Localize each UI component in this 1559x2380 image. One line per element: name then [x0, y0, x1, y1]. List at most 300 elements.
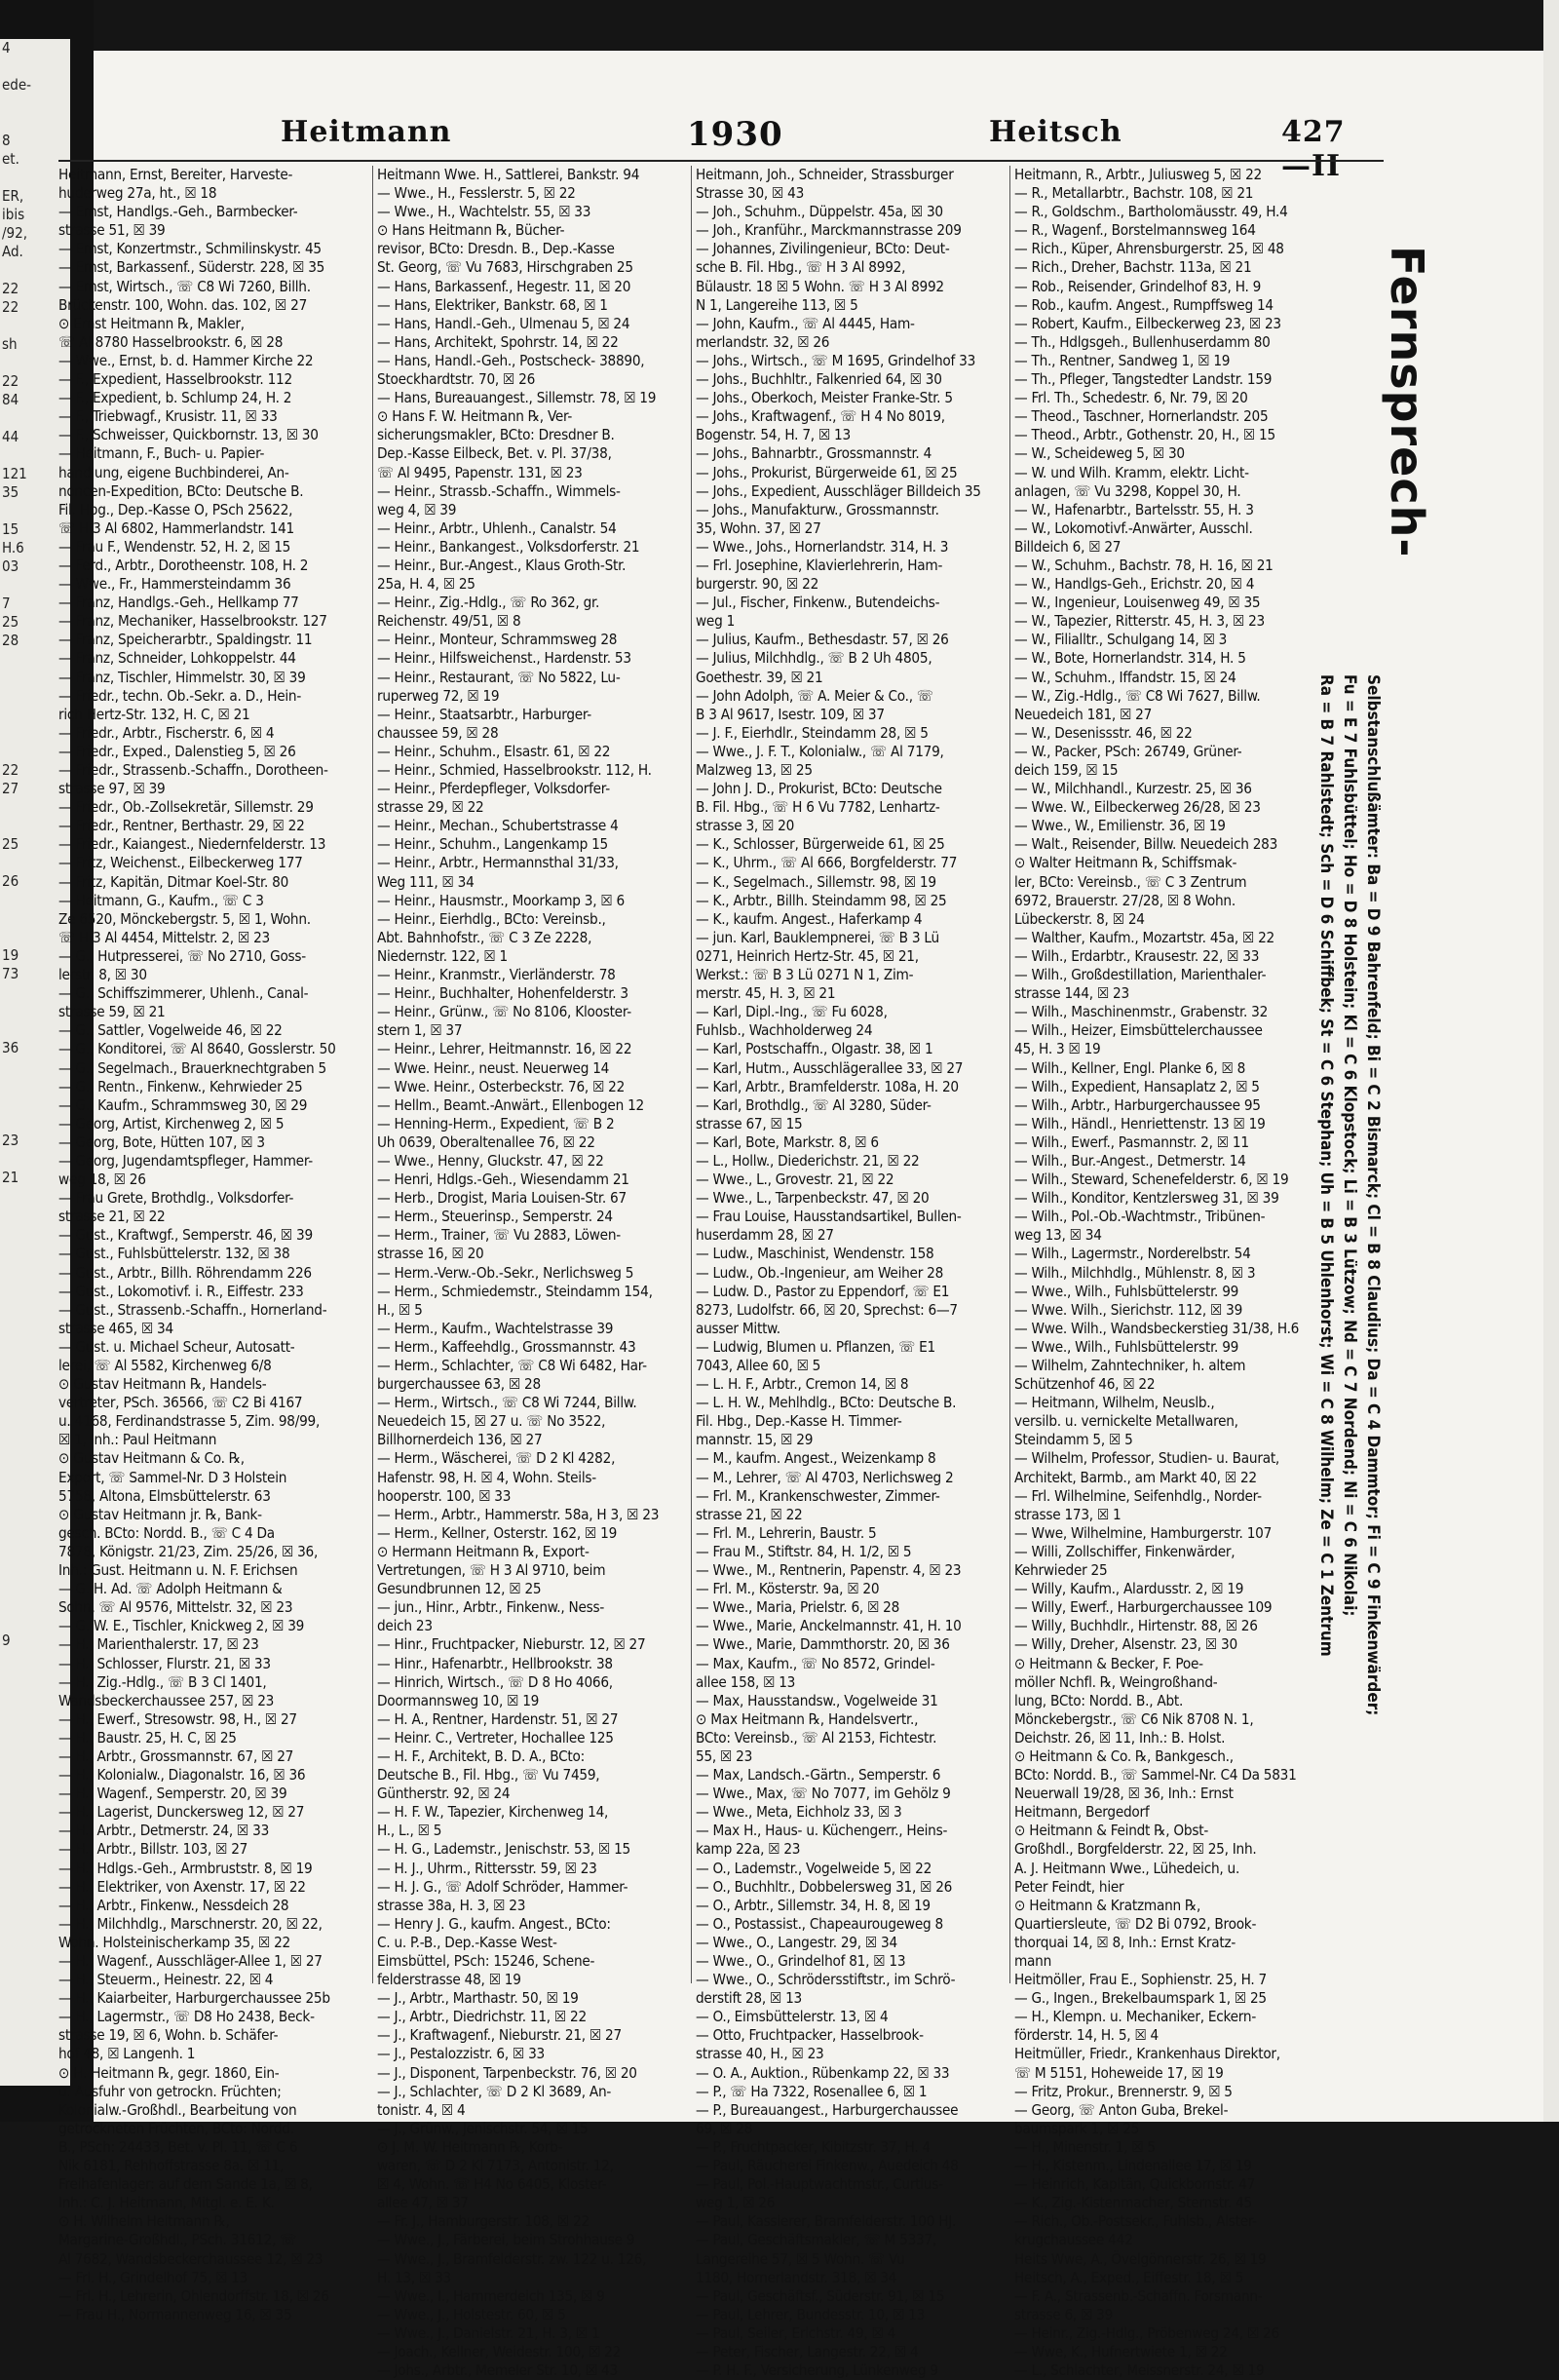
directory-entry: — Willy, Ewerf., Harburgerchaussee 109 — [1014, 1598, 1273, 1617]
directory-entry: — Willy, Kaufm., Alardusstr. 2, ☒ 19 — [1014, 1580, 1244, 1598]
directory-entry: — Wwe., J., Bramfelderstr. zw. 122 u. 126, — [377, 2249, 647, 2268]
directory-entry: möller Nchfl. ℞, Weingroßhand- — [1014, 1672, 1218, 1691]
directory-entry: — Herm., Wirtsch., ☏ C8 Wi 7244, Billw. — [377, 1394, 637, 1412]
directory-entry: — W., Packer, PSch: 26749, Grüner- — [1014, 742, 1242, 760]
previous-page-fragment: ER, — [2, 187, 24, 205]
directory-entry: — Karl, Arbtr., Bramfelderstr. 108a, H. 20 — [696, 1077, 959, 1095]
directory-entry: — Ernst, Handlgs.-Geh., Barmbecker- — [58, 203, 298, 221]
directory-entry: — Hinr., Hafenarbtr., Hellbrookstr. 38 — [377, 1654, 613, 1672]
directory-entry: sche B. Fil. Hbg., ☏ H 3 Al 8992, — [696, 258, 906, 277]
directory-entry: chaussee 59, ☒ 28 — [377, 723, 499, 742]
directory-entry: — L., Hollw., Diederichstr. 21, ☒ 22 — [696, 1151, 920, 1170]
directory-entry: — Friedr., techn. Ob.-Sekr. a. D., Hein- — [58, 686, 302, 705]
directory-entry: weg 1 — [696, 612, 736, 631]
directory-entry: — M., Lehrer, ☏ Al 4703, Nerlichsweg 2 — [696, 1468, 954, 1486]
directory-entry: ruperweg 72, ☒ 19 — [377, 686, 500, 705]
directory-entry: — Herm., Kellner, Osterstr. 162, ☒ 19 — [377, 1523, 618, 1542]
directory-entry: Heitsch, A., Exped., Eiffestr. 18, ☒ 5 — [1014, 2268, 1244, 2286]
directory-entry: — Wilhelm, Zahntechniker, h. altem — [1014, 1357, 1246, 1374]
directory-entry: — O., Arbtr., Sillemstr. 34, H. 8, ☒ 19 — [696, 1896, 931, 1914]
directory-entry: — Rich., Ob.-Postsekr., Fuhlsb., Alster- — [1014, 2212, 1257, 2231]
previous-page-fragment — [0, 58, 70, 76]
directory-entry: Wohn. Holsteinischerkamp 35, ☒ 22 — [58, 1933, 290, 1951]
directory-entry: strasse 173, ☒ 1 — [1014, 1505, 1122, 1523]
directory-entry: strasse 40, H., ☒ 23 — [696, 2045, 824, 2063]
directory-entry: Großhdl., Borgfelderstr. 22, ☒ 25, Inh. — [1014, 1840, 1257, 1859]
directory-entry: Strasse 30, ☒ 43 — [696, 184, 805, 203]
directory-entry: — Karl, Dipl.-Ing., ☏ Fu 6028, — [696, 1003, 888, 1021]
directory-entry: — H., Arbtr., Finkenw., Nessdeich 28 — [58, 1896, 289, 1914]
directory-entry: — Ferd., Arbtr., Dorotheenstr. 108, H. 2 — [58, 556, 309, 574]
directory-entry: Freihafenlager: auf dem Sande 1a, ☒ 8, — [58, 2175, 313, 2194]
directory-entry: — L. H. F., Arbtr., Cremon 14, ☒ 8 — [696, 1375, 909, 1394]
previous-page-fragment: 15 — [2, 520, 19, 538]
directory-entry: — Wwe., L., Tarpenbeckstr. 47, ☒ 20 — [696, 1189, 930, 1208]
directory-entry: — H., Klempn. u. Mechaniker, Eckern- — [1014, 2008, 1256, 2026]
directory-entry: — Frau H., Normannenweg 16, ☒ 35 — [58, 2305, 292, 2323]
directory-entry: — Hans, Handl.-Geh., Ulmenau 5, ☒ 24 — [377, 314, 630, 332]
directory-entry: — Ludwig, Blumen u. Pflanzen, ☏ E1 — [696, 1337, 935, 1356]
previous-page-fragment: 22 — [2, 298, 19, 316]
directory-entry: — H. G., Lademstr., Jenischstr. 53, ☒ 15 — [377, 1840, 630, 1859]
directory-entry: 69, ☒ 28 — [696, 2119, 753, 2137]
directory-entry: — R., Goldschm., Bartholomäusstr. 49, H.4 — [1014, 203, 1288, 221]
directory-entry: Dep.-Kasse Eilbeck, Bet. v. Pl. 37/38, — [377, 444, 612, 463]
directory-entry: B 3 Al 9617, Isestr. 109, ☒ 37 — [696, 705, 885, 723]
directory-entry: — Wwe., J., Danielstr. 21, H. 3, ☒ 1 — [377, 2323, 600, 2342]
directory-entry: — F., Schweisser, Quickbornstr. 13, ☒ 30 — [58, 426, 319, 444]
directory-entry: Mönckebergstr., ☏ C6 Nik 8708 N. 1, — [1014, 1709, 1254, 1728]
directory-entry: — Johs., Buchhltr., Falkenried 64, ☒ 30 — [696, 370, 942, 389]
directory-entry: Margarine-Großhdl., PSch. 31612, ☏ — [58, 2231, 296, 2249]
directory-entry: strasse 144, ☒ 23 — [1014, 984, 1129, 1003]
directory-entry: huserdamm 28, ☒ 27 — [696, 1226, 834, 1245]
directory-entry: — Wwe., Fr., Hammersteindamm 36 — [58, 575, 291, 594]
directory-entry: — Wwe., O., Langestr. 29, ☒ 34 — [696, 1933, 897, 1951]
side-legend-line: Fu = E 7 Fuhlsbüttel; Ho = D 8 Holstein; Kl = C 6 Klopstock; Li = B 3 Lützow; Nd = C 7 Nordend; Ni = C 6 Nikolai; — [1340, 674, 1359, 1617]
directory-entry: — Jul., Fischer, Finkenw., Butendeichs- — [696, 594, 940, 612]
directory-entry: — Heinr., Arbtr., Hermannsthal 31/33, — [377, 854, 619, 872]
directory-entry: Fil. Hbg., Dep.-Kasse H. Timmer- — [696, 1412, 902, 1431]
directory-entry: — J., Disponent, Tarpenbeckstr. 76, ☒ 20 — [377, 2063, 637, 2082]
directory-entry: ⊙ Heitmann & Co. ℞, Bankgesch., — [1014, 1747, 1234, 1765]
directory-entry: — H. F. W., Tapezier, Kirchenweg 14, — [377, 1803, 609, 1822]
directory-entry: — Frl. M., Kösterstr. 9a, ☒ 20 — [696, 1580, 880, 1598]
directory-entry: — Ludw., Ob.-Ingenieur, am Weiher 28 — [696, 1263, 944, 1282]
directory-entry: weg 4, ☒ 39 — [377, 500, 457, 518]
directory-entry: strasse 21, ☒ 22 — [696, 1505, 803, 1523]
directory-entry: — W., Schuhm., Iffandstr. 15, ☒ 24 — [1014, 668, 1236, 686]
directory-entry: — H., Lagermstr., ☏ D8 Ho 2438, Beck- — [58, 2008, 315, 2026]
directory-entry: — W., Milchhandl., Kurzestr. 25, ☒ 36 — [1014, 780, 1252, 798]
directory-entry: — H. J. G., ☏ Adolf Schröder, Hammer- — [377, 1877, 628, 1896]
directory-entry: Bülaustr. 18 ☒ 5 Wohn. ☏ H 3 Al 8992 — [696, 277, 944, 295]
previous-page-fragment: 84 — [2, 391, 19, 408]
directory-entry: — Heinr., Zig.-Hdlg., ☏ Ro 362, gr. — [377, 594, 600, 612]
directory-entry: 5758, Altona, Elmsbüttelerstr. 63 — [58, 1486, 271, 1505]
previous-page-fragment: 22 — [2, 372, 19, 390]
directory-entry: — Paul, Kassierer, Bramfelderstr. 100 HJ. — [696, 2212, 957, 2231]
directory-entry: thorquai 14, ☒ 8, Inh.: Ernst Kratz- — [1014, 1933, 1236, 1951]
previous-page-fragment: 25 — [2, 835, 19, 853]
directory-entry: lerstr. 8, ☒ 30 — [58, 966, 147, 984]
directory-entry: Nik 6181, Rehhoffstrasse 8a. ☒ 11, — [58, 2157, 285, 2175]
directory-entry: — Wilh., Maschinenmstr., Grabenstr. 32 — [1014, 1003, 1269, 1021]
directory-entry: ☏ H 3 Al 6802, Hammerlandstr. 141 — [58, 518, 294, 537]
directory-entry: — Gust., Strassenb.-Schaffn., Hornerland- — [58, 1300, 327, 1319]
directory-entry: — Wwe., Maria, Prielstr. 6, ☒ 28 — [696, 1598, 900, 1617]
directory-entry: strasse 51, ☒ 39 — [58, 221, 166, 240]
directory-entry: u. Ausfuhr von getrockn. Früchten; — [58, 2082, 282, 2100]
directory-entry: Peter Feindt, hier — [1014, 1877, 1124, 1896]
directory-entry: — Gust., Arbtr., Billh. Röhrendamm 226 — [58, 1263, 312, 1282]
directory-entry: 45, H. 3 ☒ 19 — [1014, 1040, 1101, 1058]
directory-entry: huderweg 27a, ht., ☒ 18 — [58, 184, 217, 203]
directory-entry: — Georg, Jugendamtspfleger, Hammer- — [58, 1151, 313, 1170]
directory-entry: — Willi, Zollschiffer, Finkenwärder, — [1014, 1542, 1236, 1560]
directory-entry: — H., Steuerm., Heinestr. 22, ☒ 4 — [58, 1971, 274, 1989]
previous-page-fragment: 22 — [2, 761, 19, 779]
directory-entry: — F., Expedient, Hasselbrookstr. 112 — [58, 370, 292, 389]
directory-entry: Schützenhof 46, ☒ 22 — [1014, 1375, 1156, 1394]
directory-entry: — J., Arbtr., Diedrichstr. 11, ☒ 22 — [377, 2008, 587, 2026]
directory-entry: — Otto, Fruchtpacker, Hasselbrook- — [696, 2026, 924, 2045]
directory-entry: — Ludw. D., Pastor zu Eppendorf, ☏ E1 — [696, 1282, 950, 1300]
directory-entry: — Wwe., J., Holstestr. 60, ☒ 5 — [377, 2305, 566, 2323]
previous-page-fragment: 36 — [2, 1039, 19, 1056]
directory-entry: lung, BCto: Nordd. B., Abt. — [1014, 1691, 1184, 1709]
directory-entry: — J., Grünw., Jenischstr. 54, ☒ 15 — [377, 2119, 589, 2137]
directory-entry: — Fritz, Kapitän, Ditmar Koel-Str. 80 — [58, 872, 289, 891]
directory-entry: — Wwe., Marie, Dammthorstr. 20, ☒ 36 — [696, 1635, 950, 1654]
directory-entry: — W., Hafenarbtr., Bartelsstr. 55, H. 3 — [1014, 500, 1254, 518]
directory-entry: — Max, Kaufm., ☏ No 8572, Grindel- — [696, 1654, 935, 1672]
directory-entry: — H., Schlosser, Flurstr. 21, ☒ 33 — [58, 1654, 271, 1672]
directory-entry: — H., Kolonialw., Diagonalstr. 16, ☒ 36 — [58, 1766, 306, 1785]
directory-entry: — Ernst, Barkassenf., Süderstr. 228, ☒ 35 — [58, 258, 325, 277]
directory-entry: hof 48, ☒ Langenh. 1 — [58, 2045, 196, 2063]
previous-page-fragment: 21 — [2, 1169, 19, 1186]
header-right-name: Heitsch — [989, 115, 1122, 149]
previous-page-fragment: 9 — [2, 1631, 11, 1649]
directory-entry: — Max, Hausstandsw., Vogelweide 31 — [696, 1691, 938, 1709]
directory-entry: — Frl. Josephine, Klavierlehrerin, Ham- — [696, 556, 943, 574]
directory-entry: — Heinr., Strassb.-Schaffn., Wimmels- — [377, 481, 621, 500]
directory-entry: strasse 97, ☒ 39 — [58, 780, 166, 798]
column-1 — [55, 166, 373, 2323]
directory-entry: — H., Arbtr., Detmerstr. 24, ☒ 33 — [58, 1822, 270, 1840]
directory-entry: — Robert, Kaufm., Eilbeckerweg 23, ☒ 23 — [1014, 314, 1281, 332]
directory-entry: Werkst.: ☏ B 3 Lü 0271 N 1, Zim- — [696, 966, 914, 984]
directory-entry: — Rob., kaufm. Angest., Rumpffsweg 14 — [1014, 295, 1274, 314]
directory-entry: handlung, eigene Buchbinderei, An- — [58, 463, 289, 481]
previous-page-fragment: sh — [2, 335, 18, 353]
directory-entry: Sohn, ☏ Al 9576, Mittelstr. 32, ☒ 23 — [58, 1598, 293, 1617]
directory-entry: — Max, Landsch.-Gärtn., Semperstr. 6 — [696, 1766, 941, 1785]
directory-entry: — Th., Rentner, Sandweg 1, ☒ 19 — [1014, 351, 1231, 369]
directory-entry: — Wwe., Ernst, b. d. Hammer Kirche 22 — [58, 351, 314, 369]
directory-entry: — Wwe., O., Schrödersstiftstr., im Schrö- — [696, 1971, 956, 1989]
directory-entry: — Henri, Hdlgs.-Geh., Wiesendamm 21 — [377, 1171, 629, 1189]
previous-page-fragment: 22 — [2, 280, 19, 297]
directory-entry: Quartiersleute, ☏ D2 Bi 0792, Brook- — [1014, 1914, 1257, 1933]
directory-entry: ☒ 1, Inh.: Paul Heitmann — [58, 1431, 217, 1449]
directory-entry: BCto: Nordd. B., ☏ Sammel-Nr. C4 Da 5831 — [1014, 1766, 1297, 1785]
directory-entry: ⊙ Hans F. W. Heitmann ℞, Ver- — [377, 407, 573, 426]
directory-entry: B., PSch: 24433, Bet. v. Pl. 11, ☏ C 6 — [58, 2137, 298, 2156]
directory-entry: — L. H. W., Mehlhdlg., BCto: Deutsche B. — [696, 1394, 957, 1412]
directory-entry: — H., Lagerist, Dunckersweg 12, ☒ 27 — [58, 1803, 305, 1822]
directory-entry: — Herm., Arbtr., Hammerstr. 58a, H 3, ☒ 23 — [377, 1505, 660, 1523]
directory-entry: — Wwe. Wilh., Wandsbeckerstieg 31/38, H.6 — [1014, 1319, 1300, 1337]
directory-entry: — G., Schiffszimmerer, Uhlenh., Canal- — [58, 984, 309, 1003]
previous-page-fragment: 8 — [2, 132, 11, 149]
directory-entry: — Wwe., J. F. T., Kolonialw., ☏ Al 7179, — [696, 742, 944, 760]
directory-entry: — Fritz, Weichenst., Eilbeckerweg 177 — [58, 854, 303, 872]
directory-entry: — Friedr., Kaiangest., Niedernfelderstr. 13 — [58, 835, 326, 854]
directory-entry: — Friedr., Ob.-Zollsekretär, Sillemstr. 29 — [58, 798, 314, 817]
directory-entry: tonistr. 4, ☒ 4 — [377, 2100, 466, 2119]
directory-entry: — John, Kaufm., ☏ Al 4445, Ham- — [696, 314, 915, 332]
directory-entry: — P., Bureauangest., Harburgerchaussee — [696, 2100, 959, 2119]
directory-entry: strasse 67, ☒ 15 — [696, 1114, 803, 1132]
directory-entry: — H., Minenstr. 1, ☒ 5 — [1014, 2137, 1156, 2156]
previous-page-fragment: ibis — [2, 206, 25, 223]
directory-entry: Langereihe 57, ☒ 5 Wohn. ☏ Vu — [696, 2249, 905, 2268]
directory-entry: — Heinr., Arbtr., Uhlenh., Canalstr. 54 — [377, 518, 617, 537]
directory-entry: — Johs., Manufakturw., Grossmannstr. — [696, 500, 939, 518]
directory-entry: — Herm., Steuerinsp., Semperstr. 24 — [377, 1208, 613, 1226]
directory-entry: — Friedr., Strassenb.-Schaffn., Dorotheen- — [58, 761, 328, 779]
directory-entry: — W., Desenissstr. 46, ☒ 22 — [1014, 723, 1193, 742]
directory-entry: — K., kaufm. Angest., Haferkamp 4 — [696, 909, 923, 928]
directory-entry: Neuedeich 181, ☒ 27 — [1014, 705, 1153, 723]
directory-entry: — Wwe., Wilh., Fuhlsbüttelerstr. 99 — [1014, 1337, 1239, 1356]
directory-entry: Wandsbeckerchaussee 257, ☒ 23 — [58, 1691, 275, 1709]
directory-entry: ☏ H 3 Al 4454, Mittelstr. 2, ☒ 23 — [58, 928, 270, 946]
directory-entry: — Th., Hdlgsgeh., Bullenhuserdamm 80 — [1014, 332, 1271, 351]
directory-entry: Billdeich 6, ☒ 27 — [1014, 537, 1122, 556]
directory-entry: Heitmann, R., Arbtr., Juliusweg 5, ☒ 22 — [1014, 166, 1262, 183]
directory-entry: — Wilh., Händl., Henriettenstr. 13 ☒ 19 — [1014, 1114, 1266, 1132]
directory-entry: gesch. BCto: Nordd. B., ☏ C 4 Da — [58, 1523, 275, 1542]
directory-entry: — W., Lokomotivf.-Anwärter, Ausschl. — [1014, 518, 1253, 537]
previous-page-fragment: ede- — [2, 76, 32, 94]
directory-entry: weg 1, ☒ 26 — [696, 2194, 776, 2212]
directory-entry: — Fritz, Prokur., Brennerstr. 9, ☒ 5 — [1014, 2082, 1233, 2100]
directory-entry: — Wilh., Pol.-Ob.-Wachtmstr., Tribünen- — [1014, 1208, 1266, 1226]
directory-entry: — R., Wagenf., Borstelmannsweg 164 — [1014, 221, 1256, 240]
directory-entry: Weg 111, ☒ 34 — [377, 872, 475, 891]
directory-entry: Brückenstr. 100, Wohn. das. 102, ☒ 27 — [58, 295, 308, 314]
directory-entry: — Wwe. Wilh., Sierichstr. 112, ☒ 39 — [1014, 1300, 1243, 1319]
directory-entry: Inh.: C. J. Heitmann, Mitgl. e. E. K. — [58, 2194, 275, 2212]
directory-entry: H., ☒ 5 — [377, 1300, 423, 1319]
directory-entry: — Wwe., Johs., Hornerlandstr. 314, H. 3 — [696, 537, 949, 556]
directory-entry: Vertretungen, ☏ H 3 Al 9710, beim — [377, 1561, 606, 1580]
directory-entry: — Georg, Bote, Hütten 107, ☒ 3 — [58, 1132, 265, 1151]
directory-entry: — Hinr., Fruchtpacker, Nieburstr. 12, ☒ 27 — [377, 1635, 646, 1654]
directory-entry: ☒ 4, Wohn. ☏ H4 No 6405, Kloster- — [377, 2175, 607, 2194]
directory-entry: — Friedr., Arbtr., Fischerstr. 6, ☒ 4 — [58, 723, 275, 742]
directory-entry: — John J. D., Prokurist, BCto: Deutsche — [696, 780, 942, 798]
directory-entry: ☏ M 5151, Hoheweide 17, ☒ 19 — [1014, 2063, 1224, 2082]
directory-entry: — Paul, Lehrer, Bundesstr. 10, ☒ 13 — [696, 2305, 926, 2323]
previous-page-fragment: 19 — [2, 946, 19, 964]
directory-entry: — K., Zig.-Kistenmacher, Sternstr. 45 — [1014, 2194, 1252, 2212]
directory-entry: — Heinr., Restaurant, ☏ No 5822, Lu- — [377, 668, 621, 686]
directory-entry: 8273, Ludolfstr. 66, ☒ 20, Sprechst: 6—7 — [696, 1300, 958, 1319]
directory-entry: Bogenstr. 54, H. 7, ☒ 13 — [696, 426, 851, 444]
previous-page-fragment: 23 — [2, 1132, 19, 1149]
directory-entry: — H., Kaiarbeiter, Harburgerchaussee 25b — [58, 1989, 330, 2008]
directory-entry: deich 23 — [377, 1617, 433, 1635]
directory-entry: — Joh., Kranführ., Marckmannstrasse 209 — [696, 221, 962, 240]
directory-entry: waren, ☏ D 2 Kl 7173, Antonistr. 12, — [377, 2157, 614, 2175]
directory-entry: 25a, H. 4, ☒ 25 — [377, 575, 475, 594]
directory-entry: — Karl, Postschaffn., Olgastr. 38, ☒ 1 — [696, 1040, 933, 1058]
directory-entry: — Rich., Dreher, Bachstr. 113a, ☒ 21 — [1014, 258, 1252, 277]
directory-entry: — W., Filialltr., Schulgang 14, ☒ 3 — [1014, 631, 1228, 649]
directory-entry: ⊙ Walter Heitmann ℞, Schiffsmak- — [1014, 854, 1237, 872]
directory-entry: — Frl. M., Lehrerin, Baustr. 5 — [696, 1523, 877, 1542]
directory-columns — [55, 166, 1331, 2380]
directory-entry: — Wilh., Großdestillation, Marienthaler- — [1014, 966, 1267, 984]
directory-entry: A. J. Heitmann Wwe., Lühedeich, u. — [1014, 1859, 1240, 1877]
directory-entry: ⊙ Heitmann & Kratzmann ℞, — [1014, 1896, 1201, 1914]
directory-entry: — H., Milchhdlg., Marschnerstr. 20, ☒ 22, — [58, 1914, 323, 1933]
directory-entry: stern 1, ☒ 37 — [377, 1021, 463, 1040]
directory-entry: — Wwe. Heinr., Osterbeckstr. 76, ☒ 22 — [377, 1077, 626, 1095]
directory-entry: — Wilh., Steward, Schenefelderstr. 6, ☒ 19 — [1014, 1171, 1289, 1189]
directory-entry: — K., Uhrm., ☏ Al 666, Borgfelderstr. 77 — [696, 854, 958, 872]
directory-entry: Neuerwall 19/28, ☒ 36, Inh.: Ernst — [1014, 1785, 1234, 1803]
directory-entry: — Hans, Handl.-Geh., Postscheck- 38890, — [377, 351, 645, 369]
directory-entry: — W., Ingenieur, Louisenweg 49, ☒ 35 — [1014, 594, 1261, 612]
directory-entry: — Julius, Milchhdlg., ☏ B 2 Uh 4805, — [696, 649, 932, 668]
directory-entry: — Wwe., O., Grindelhof 81, ☒ 13 — [696, 1952, 906, 1970]
directory-entry: — Frl. H., Grindelhof 75, ☒ 13 — [58, 2268, 248, 2286]
directory-entry: förderstr. 14, H. 5, ☒ 4 — [1014, 2026, 1159, 2045]
directory-entry: strasse 16, ☒ 20 — [377, 1245, 484, 1263]
directory-entry: — Heinr., Schmied, Hasselbrookstr. 112, H. — [377, 761, 652, 779]
directory-entry: — Ernst, Konzertmstr., Schmilinskystr. 45 — [58, 240, 322, 258]
directory-entry: mann — [1014, 1952, 1052, 1970]
directory-entry: — Wilh., Heizer, Eimsbüttelerchaussee — [1014, 1021, 1263, 1040]
directory-entry: — G. W. E., Tischler, Knickweg 2, ☒ 39 — [58, 1617, 305, 1635]
directory-entry: — J., Kraftwagenf., Nieburstr. 21, ☒ 27 — [377, 2026, 622, 2045]
directory-entry: — K., Arbtr., Billh. Steindamm 98, ☒ 25 — [696, 891, 947, 909]
directory-entry: BCto: Vereinsb., ☏ Al 2153, Fichtestr. — [696, 1728, 937, 1747]
directory-entry: — P., Fruchtpacker, Kibitzstr. 37, H. 4 — [696, 2137, 931, 2156]
directory-entry: getrockneten Früchten, BCto: Nordd. — [58, 2119, 294, 2137]
previous-page-fragment: 26 — [2, 872, 19, 890]
directory-entry: ⊙ Gustav Heitmann jr. ℞, Bank- — [58, 1505, 262, 1523]
directory-entry: — Herm.-Verw.-Ob.-Sekr., Nerlichsweg 5 — [377, 1263, 634, 1282]
directory-entry: — Wwe. Heinr., neust. Neuerweg 14 — [377, 1058, 610, 1077]
previous-page-fragment: 44 — [2, 428, 19, 445]
directory-entry: Fil. Hbg., Dep.-Kasse O, PSch 25622, — [58, 500, 293, 518]
directory-entry: baumspark 1, ☒ 25 — [1014, 2119, 1140, 2137]
directory-entry: Stoeckhardtstr. 70, ☒ 26 — [377, 370, 536, 389]
directory-entry: Güntherstr. 92, ☒ 24 — [377, 1785, 511, 1803]
directory-entry: 6972, Brauerstr. 27/28, ☒ 8 Wohn. — [1014, 891, 1236, 909]
directory-entry: ⊙ J. M. W. Heitmann ℞, Korb- — [377, 2137, 563, 2156]
header-year: 1930 — [687, 115, 783, 154]
directory-entry: — Wilh., Ewerf., Pasmannstr. 2, ☒ 11 — [1014, 1132, 1249, 1151]
directory-entry: Heitmann Wwe. H., Sattlerei, Bankstr. 94 — [377, 166, 640, 183]
directory-entry: — Hans, Bureauangest., Sillemstr. 78, ☒ 19 — [377, 389, 657, 407]
directory-entry: 7043, Allee 60, ☒ 5 — [696, 1357, 821, 1374]
directory-entry: — Hinrich, Wirtsch., ☏ D 8 Ho 4066, — [377, 1672, 613, 1691]
directory-entry: — Johs., Oberkoch, Meister Franke-Str. 5 — [696, 389, 953, 407]
directory-entry: versilb. u. vernickelte Metallwaren, — [1014, 1412, 1238, 1431]
directory-entry: ☏ Al 9495, Papenstr. 131, ☒ 23 — [377, 463, 583, 481]
directory-entry: — Heinr., Lehrer, Heitmannstr. 16, ☒ 22 — [377, 1040, 632, 1058]
directory-entry: — Heinr., Mechan., Schubertstrasse 4 — [377, 817, 619, 835]
directory-entry: noncen-Expedition, BCto: Deutsche B. — [58, 481, 304, 500]
directory-entry: — Heinr., Buchhalter, Hohenfelderstr. 3 — [377, 984, 628, 1003]
directory-entry: — Gust. u. Michael Scheur, Autosatt- — [58, 1337, 295, 1356]
directory-entry: — Heinr., Eierhdlg., BCto: Vereinsb., — [377, 909, 606, 928]
directory-entry: — Th., Pfleger, Tangstedter Landstr. 159 — [1014, 370, 1273, 389]
directory-entry: merstr. 45, H. 3, ☒ 21 — [696, 984, 836, 1003]
previous-page-fragment: 4 — [2, 39, 11, 57]
directory-entry: — Wwe, Wilhelmine, Hamburgerstr. 107 — [1014, 1523, 1273, 1542]
next-page-edge — [1543, 0, 1559, 2122]
directory-entry: — Theod., Taschner, Hornerlandstr. 205 — [1014, 407, 1269, 426]
directory-entry: — Wilh., Bur.-Angest., Detmerstr. 14 — [1014, 1151, 1246, 1170]
directory-entry: — Karl, Hutm., Ausschlägerallee 33, ☒ 27 — [696, 1058, 964, 1077]
directory-entry: — Wwe., L., Grovestr. 21, ☒ 22 — [696, 1171, 894, 1189]
directory-entry: deich 159, ☒ 15 — [1014, 761, 1119, 779]
previous-page-fragment: 03 — [2, 557, 19, 575]
directory-entry: — Friedr., Exped., Dalenstieg 5, ☒ 26 — [58, 742, 296, 760]
directory-entry: kamp 22a, ☒ 23 — [696, 1840, 801, 1859]
directory-entry: Export, ☏ Sammel-Nr. D 3 Holstein — [58, 1468, 287, 1486]
directory-entry: — J. F., Eierhdlr., Steindamm 28, ☒ 5 — [696, 723, 929, 742]
directory-entry: — Paul, Geschäftsmakler, ☏ M 5337, — [696, 2231, 936, 2249]
directory-entry: — H., Arbtr., Grossmannstr. 67, ☒ 27 — [58, 1747, 294, 1765]
previous-page-fragment: 25 — [2, 613, 19, 631]
directory-entry: — H., Marienthalerstr. 17, ☒ 23 — [58, 1635, 259, 1654]
directory-entry: — G., Konditorei, ☏ Al 8640, Gosslerstr. 50 — [58, 1040, 336, 1058]
header-page-number: 427—II — [1281, 115, 1346, 183]
directory-entry: — Wwe. W., Eilbeckerweg 26/28, ☒ 23 — [1014, 798, 1261, 817]
directory-entry: strasse 465, ☒ 34 — [58, 1319, 173, 1337]
directory-entry: — Wilh., Kellner, Engl. Planke 6, ☒ 8 — [1014, 1058, 1246, 1077]
directory-entry: — Heitmann, Wilhelm, Neuslb., — [1014, 1394, 1215, 1412]
directory-entry: — Hans, Architekt, Spohrstr. 14, ☒ 22 — [377, 332, 619, 351]
directory-entry: — Wwe., J., Färberei, beim Strohhause 9 — [377, 2231, 635, 2249]
directory-entry: — O., Lademstr., Vogelweide 5, ☒ 22 — [696, 1859, 932, 1877]
directory-entry: — Herm., Kaufm., Wachtelstrasse 39 — [377, 1319, 614, 1337]
directory-entry: — L., Schlachter, Meissnerstr. 24, ☒ 19 — [1014, 2361, 1265, 2380]
directory-entry: — Heinrich, Kapitän, Quickbornstr. 47 — [1014, 2175, 1256, 2194]
directory-entry: Goethestr. 39, ☒ 21 — [696, 668, 823, 686]
directory-entry: — John Adolph, ☏ A. Meier & Co., ☏ — [696, 686, 933, 705]
directory-entry: — G., Sattler, Vogelweide 46, ☒ 22 — [58, 1021, 283, 1040]
directory-entry: Eimsbüttel, PSch: 15246, Schene- — [377, 1952, 595, 1970]
directory-entry: — H., Hdlgs.-Geh., Armbruststr. 8, ☒ 19 — [58, 1859, 313, 1877]
directory-entry: — Johs., Prokurist, Bürgerweide 61, ☒ 25 — [696, 463, 958, 481]
directory-entry: — Herm., Schmiedemstr., Steindamm 154, — [377, 1282, 653, 1300]
directory-entry: 55, ☒ 23 — [696, 1747, 753, 1765]
directory-entry: — H., Wagenf., Ausschläger-Allee 1, ☒ 27 — [58, 1952, 323, 1970]
directory-entry: B. Fil. Hbg., ☏ H 6 Vu 7782, Lenhartz- — [696, 798, 940, 817]
directory-entry: Malzweg 13, ☒ 25 — [696, 761, 813, 779]
directory-entry: — Henry J. G., kaufm. Angest., BCto: — [377, 1914, 611, 1933]
